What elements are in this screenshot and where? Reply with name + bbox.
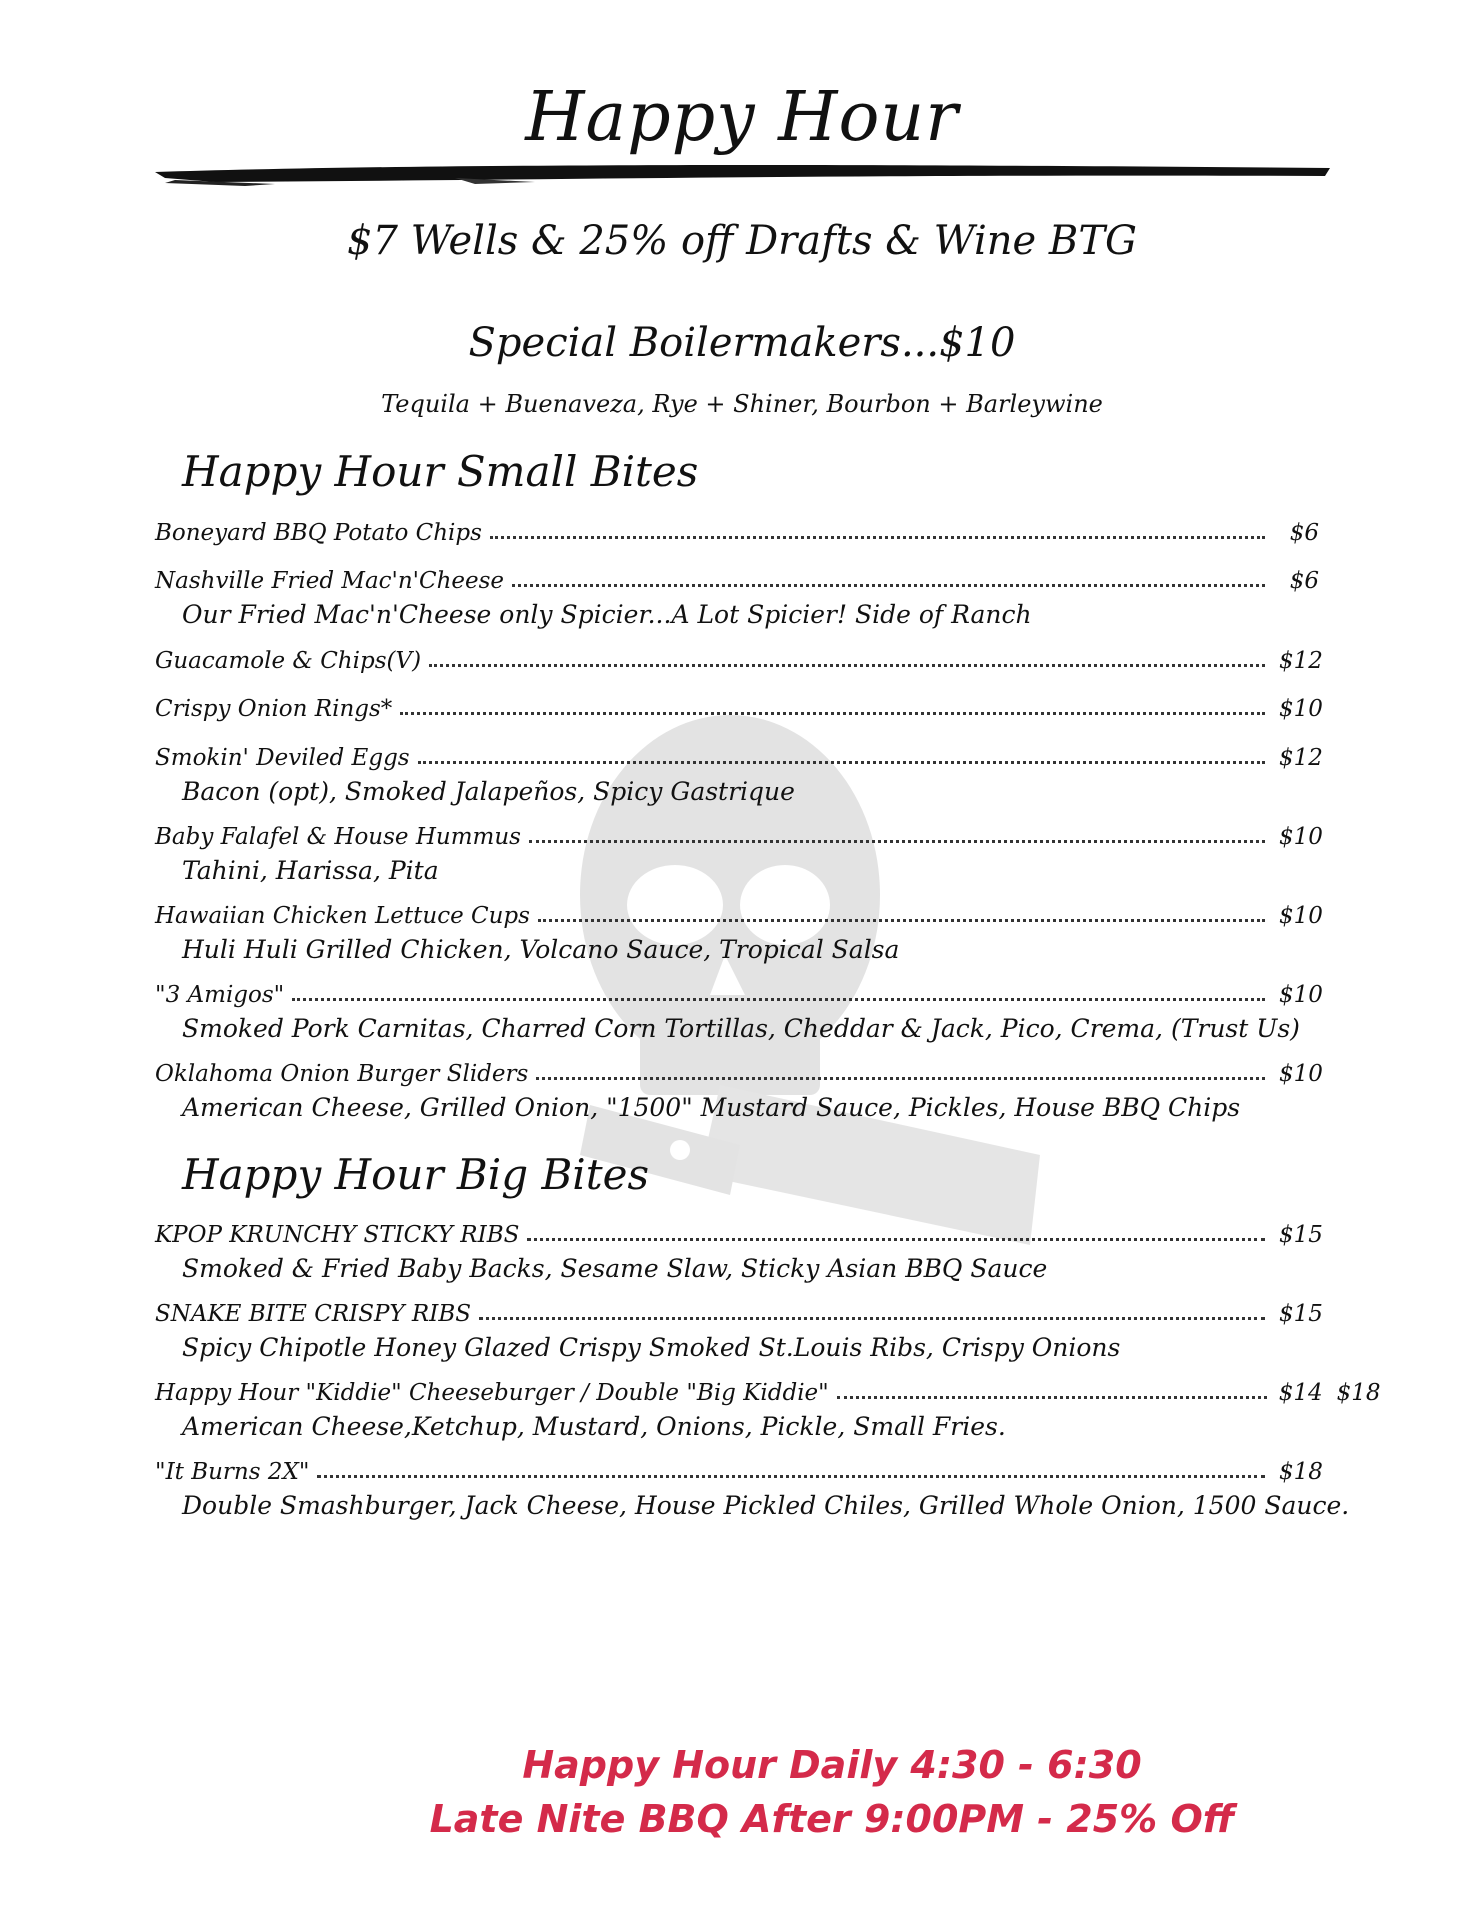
dot-leader xyxy=(429,663,1265,667)
item-name: Hawaiian Chicken Lettuce Cups xyxy=(155,903,530,929)
item-description: American Cheese, Grilled Onion, "1500" Mustard Sauce, Pickles, House BBQ Chips xyxy=(182,1093,1241,1122)
menu-item xyxy=(155,1451,1323,1485)
menu-item xyxy=(155,1214,1323,1248)
item-price: $6 xyxy=(1289,520,1319,546)
dot-leader xyxy=(512,583,1265,587)
item-name: Smokin' Deviled Eggs xyxy=(155,745,410,771)
drink-special: $7 Wells & 25% off Drafts & Wine BTG xyxy=(347,218,1137,264)
menu-item xyxy=(155,737,1323,771)
item-price: $10 xyxy=(1279,696,1323,722)
big-bites-title: Happy Hour Big Bites xyxy=(182,1150,650,1199)
dot-leader xyxy=(317,1474,1265,1478)
item-price: $18 xyxy=(1336,1380,1381,1406)
item-price: $6 xyxy=(1289,568,1319,594)
item-price: $18 xyxy=(1279,1459,1323,1485)
boilermakers-list: Tequila + Buenaveza, Rye + Shiner, Bourbon + Barleywine xyxy=(381,390,1103,418)
dot-leader xyxy=(837,1395,1267,1399)
menu-item xyxy=(155,816,1323,850)
item-description: Smoked & Fried Baby Backs, Sesame Slaw, Sticky Asian BBQ Sauce xyxy=(182,1254,1048,1283)
item-description: Smoked Pork Carnitas, Charred Corn Tortillas, Cheddar & Jack, Pico, Crema, (Trust Us) xyxy=(182,1014,1300,1043)
item-name: "3 Amigos" xyxy=(155,982,285,1008)
boilermakers-title: Special Boilermakers...$10 xyxy=(468,320,1016,366)
item-price: $12 xyxy=(1279,648,1323,674)
item-description: Double Smashburger, Jack Cheese, House Pickled Chiles, Grilled Whole Onion, 1500 Sauce. xyxy=(182,1491,1350,1520)
item-name: SNAKE BITE CRISPY RIBS xyxy=(155,1301,471,1327)
dot-leader xyxy=(292,997,1265,1001)
menu-item xyxy=(155,640,1323,674)
item-price: $10 xyxy=(1279,982,1323,1008)
dot-leader xyxy=(479,1316,1265,1320)
menu-item xyxy=(155,1053,1323,1087)
item-name: Happy Hour "Kiddie" Cheeseburger / Double "Big Kiddie" xyxy=(155,1380,829,1406)
item-name: Guacamole & Chips(V) xyxy=(155,648,422,674)
item-price: $15 xyxy=(1279,1301,1323,1327)
item-description: Our Fried Mac'n'Cheese only Spicier...A Lot Spicier! Side of Ranch xyxy=(182,600,1032,629)
item-name: Nashville Fried Mac'n'Cheese xyxy=(155,568,505,594)
menu-item xyxy=(155,1372,1381,1406)
menu-title: Happy Hour xyxy=(525,78,959,157)
menu-item xyxy=(155,512,1319,546)
menu-item xyxy=(155,560,1319,594)
dot-leader xyxy=(400,711,1265,715)
late-nite-special: Late Nite BBQ After 9:00PM - 25% Off xyxy=(429,1797,1235,1841)
item-name: Baby Falafel & House Hummus xyxy=(155,824,521,850)
item-description: Tahini, Harissa, Pita xyxy=(182,856,439,885)
item-name: Boneyard BBQ Potato Chips xyxy=(155,520,482,546)
menu-item xyxy=(155,895,1323,929)
dot-leader xyxy=(529,839,1265,843)
small-bites-title: Happy Hour Small Bites xyxy=(182,447,699,496)
item-price: $15 xyxy=(1279,1222,1323,1248)
item-price: $12 xyxy=(1279,745,1323,771)
brush-stroke-divider xyxy=(155,158,1330,188)
happy-hour-times: Happy Hour Daily 4:30 - 6:30 xyxy=(522,1743,1142,1787)
item-name: Oklahoma Onion Burger Sliders xyxy=(155,1061,529,1087)
menu-item xyxy=(155,1293,1323,1327)
dot-leader xyxy=(490,535,1265,539)
item-price: $10 xyxy=(1279,903,1323,929)
menu-item xyxy=(155,974,1323,1008)
item-name: Crispy Onion Rings* xyxy=(155,696,393,722)
item-name: "It Burns 2X" xyxy=(155,1459,310,1485)
dot-leader xyxy=(418,760,1265,764)
dot-leader xyxy=(536,1076,1265,1080)
item-description: Huli Huli Grilled Chicken, Volcano Sauce, Tropical Salsa xyxy=(182,935,900,964)
dot-leader xyxy=(527,1237,1265,1241)
item-description: Bacon (opt), Smoked Jalapeños, Spicy Gastrique xyxy=(182,777,795,806)
menu-item xyxy=(155,688,1323,722)
item-description: Spicy Chipotle Honey Glazed Crispy Smoked St.Louis Ribs, Crispy Onions xyxy=(182,1333,1121,1362)
item-name: KPOP KRUNCHY STICKY RIBS xyxy=(155,1222,520,1248)
dot-leader xyxy=(538,918,1265,922)
item-price: $10 xyxy=(1279,1061,1323,1087)
item-price-single: $14 xyxy=(1278,1380,1323,1406)
item-price: $10 xyxy=(1279,824,1323,850)
item-description: American Cheese,Ketchup, Mustard, Onions, Pickle, Small Fries. xyxy=(182,1412,1006,1441)
